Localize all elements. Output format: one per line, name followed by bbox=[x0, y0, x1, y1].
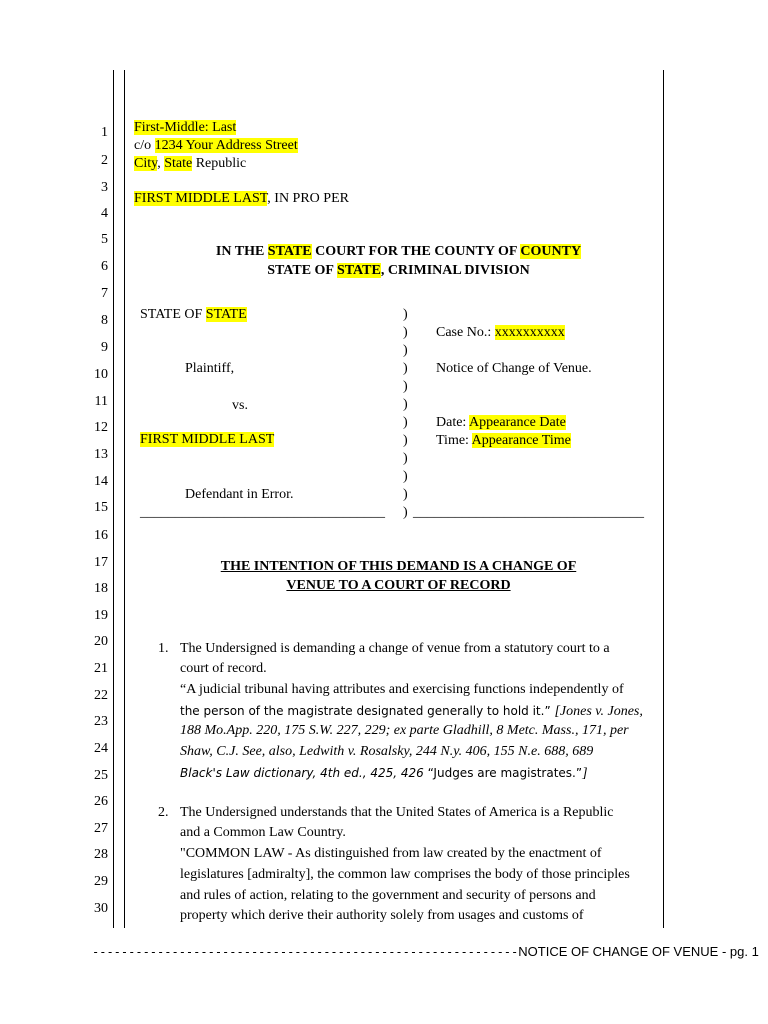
address-text: 1234 Your Address Street bbox=[154, 138, 298, 153]
paren: ) bbox=[403, 379, 408, 394]
caption-defendant-role: Defendant in Error. bbox=[185, 487, 294, 502]
caption-vs: vs. bbox=[232, 398, 248, 413]
line-number: 13 bbox=[94, 447, 108, 462]
time-value: Appearance Time bbox=[471, 433, 571, 448]
line-number: 8 bbox=[101, 313, 108, 328]
line-number: 22 bbox=[94, 688, 108, 703]
city-text: City bbox=[134, 156, 158, 171]
case-no-value: xxxxxxxxxx bbox=[494, 325, 565, 340]
citation-text: [Jones v. Jones, bbox=[554, 704, 643, 719]
paren: ) bbox=[403, 325, 408, 340]
line-number: 7 bbox=[101, 286, 108, 301]
item-2-line: "COMMON LAW - As distinguished from law created by the enactment of bbox=[180, 846, 602, 861]
line-number: 28 bbox=[94, 847, 108, 862]
right-margin-rule bbox=[663, 70, 664, 928]
paren: ) bbox=[403, 487, 408, 502]
document-title-line2: VENUE TO A COURT OF RECORD bbox=[286, 578, 511, 593]
item-2-line: and a Common Law Country. bbox=[180, 825, 346, 840]
item-1-line bbox=[180, 764, 588, 783]
line-number: 18 bbox=[94, 581, 108, 596]
line-number: 2 bbox=[101, 153, 108, 168]
left-margin-rule-inner bbox=[124, 70, 125, 928]
court-division: , CRIMINAL DIVISION bbox=[380, 263, 530, 278]
item-1-line: court of record. bbox=[180, 661, 267, 676]
court-prefix: IN THE bbox=[215, 244, 268, 259]
item-1-line: The Undersigned is demanding a change of venue from a statutory court to a bbox=[180, 641, 610, 656]
caption-right-rule: _________________________________ bbox=[413, 505, 644, 520]
date-value: Appearance Date bbox=[469, 415, 566, 430]
line-number: 20 bbox=[94, 634, 108, 649]
line-number: 30 bbox=[94, 901, 108, 916]
pro-per-suffix: , IN PRO PER bbox=[267, 191, 349, 206]
left-margin-rule-outer bbox=[113, 70, 114, 928]
paren: ) bbox=[403, 469, 408, 484]
item-2-line: property which derive their authority solely from usages and customs of bbox=[180, 908, 584, 923]
court-heading-line1 bbox=[134, 243, 663, 261]
caption-state: STATE bbox=[205, 307, 247, 322]
pro-per-name: FIRST MIDDLE LAST bbox=[134, 191, 268, 206]
court-state-prefix: STATE OF bbox=[267, 263, 337, 278]
paren: ) bbox=[403, 415, 408, 430]
court-heading-line2 bbox=[134, 262, 663, 280]
line-number: 15 bbox=[94, 500, 108, 515]
filer-city-state bbox=[134, 155, 246, 173]
paren: ) bbox=[403, 451, 408, 466]
pro-per-line bbox=[134, 190, 349, 208]
item-1-line bbox=[180, 702, 643, 721]
line-number: 6 bbox=[101, 259, 108, 274]
line-number: 29 bbox=[94, 874, 108, 889]
court-state: STATE bbox=[267, 244, 312, 259]
item-1-line: 188 Mo.App. 220, 175 S.W. 227, 229; ex parte Gladhill, 8 Metc. Mass., 171, per bbox=[180, 723, 629, 738]
footer-dashes: ----------------------------------------------------------- bbox=[92, 945, 519, 959]
quote-text: the person of the magistrate designated generally to hold it.” bbox=[180, 704, 555, 718]
paren: ) bbox=[403, 433, 408, 448]
co-prefix: c/o bbox=[134, 138, 155, 153]
line-number: 4 bbox=[101, 206, 108, 221]
filer-name bbox=[134, 119, 236, 137]
line-number: 19 bbox=[94, 608, 108, 623]
caption-state-of bbox=[140, 306, 247, 324]
date-label: Date: bbox=[436, 415, 470, 430]
caption-defendant-name bbox=[140, 431, 274, 449]
line-number: 1 bbox=[101, 125, 108, 140]
line-number: 5 bbox=[101, 232, 108, 247]
appearance-time bbox=[436, 432, 571, 450]
line-number: 21 bbox=[94, 661, 108, 676]
line-number: 17 bbox=[94, 555, 108, 570]
court-state2: STATE bbox=[336, 263, 381, 278]
line-number: 27 bbox=[94, 821, 108, 836]
caption-left-rule: ___________________________________ bbox=[140, 505, 385, 520]
item-1-line: Shaw, C.J. See, also, Ledwith v. Rosalsky, 244 N.y. 406, 155 N.e. 688, 689 bbox=[180, 744, 594, 759]
time-label: Time: bbox=[436, 433, 472, 448]
line-number: 11 bbox=[94, 394, 108, 409]
line-number: 14 bbox=[94, 474, 108, 489]
filer-name-text: First-Middle: Last bbox=[134, 120, 237, 135]
line-number: 9 bbox=[101, 340, 108, 355]
line-number: 25 bbox=[94, 768, 108, 783]
item-2-number: 2. bbox=[158, 805, 169, 820]
court-county: COUNTY bbox=[520, 244, 582, 259]
paren: ) bbox=[403, 505, 408, 520]
paren: ) bbox=[403, 343, 408, 358]
line-number: 23 bbox=[94, 714, 108, 729]
line-number: 24 bbox=[94, 741, 108, 756]
blacks-citation: Black's Law dictionary, 4th ed., 425, 426 bbox=[180, 766, 428, 780]
item-2-line: The Undersigned understands that the United States of America is a Republic bbox=[180, 805, 614, 820]
item-2-line: and rules of action, relating to the government and security of persons and bbox=[180, 888, 596, 903]
republic-text: Republic bbox=[192, 156, 247, 171]
case-number bbox=[436, 324, 565, 342]
paren: ) bbox=[403, 397, 408, 412]
caption-plaintiff: Plaintiff, bbox=[185, 361, 235, 376]
court-mid: COURT FOR THE COUNTY OF bbox=[311, 244, 521, 259]
state-of-text: STATE OF bbox=[140, 307, 206, 322]
line-number: 12 bbox=[94, 420, 108, 435]
paren: ) bbox=[403, 361, 408, 376]
line-number: 3 bbox=[101, 180, 108, 195]
defendant-name-text: FIRST MIDDLE LAST bbox=[140, 432, 275, 447]
line-number: 26 bbox=[94, 794, 108, 809]
item-1-line: “A judicial tribunal having attributes and exercising functions independently of bbox=[180, 682, 624, 697]
closing-bracket: ] bbox=[582, 766, 588, 781]
appearance-date bbox=[436, 414, 566, 432]
line-number: 16 bbox=[94, 528, 108, 543]
item-1-number: 1. bbox=[158, 641, 169, 656]
state-text: State bbox=[164, 156, 193, 171]
footer-title: NOTICE OF CHANGE OF VENUE - pg. 1 bbox=[518, 944, 759, 959]
case-label: Case No.: bbox=[436, 325, 495, 340]
paren: ) bbox=[403, 307, 408, 322]
notice-type: Notice of Change of Venue. bbox=[436, 361, 592, 376]
item-2-line: legislatures [admiralty], the common law comprises the body of those principles bbox=[180, 867, 630, 882]
comma: , bbox=[157, 156, 165, 171]
filer-address bbox=[134, 137, 298, 155]
judges-quote: “Judges are magistrates.” bbox=[427, 766, 583, 780]
page-footer bbox=[92, 944, 759, 959]
document-title-line1: THE INTENTION OF THIS DEMAND IS A CHANGE OF bbox=[220, 559, 577, 574]
line-number: 10 bbox=[94, 367, 108, 382]
